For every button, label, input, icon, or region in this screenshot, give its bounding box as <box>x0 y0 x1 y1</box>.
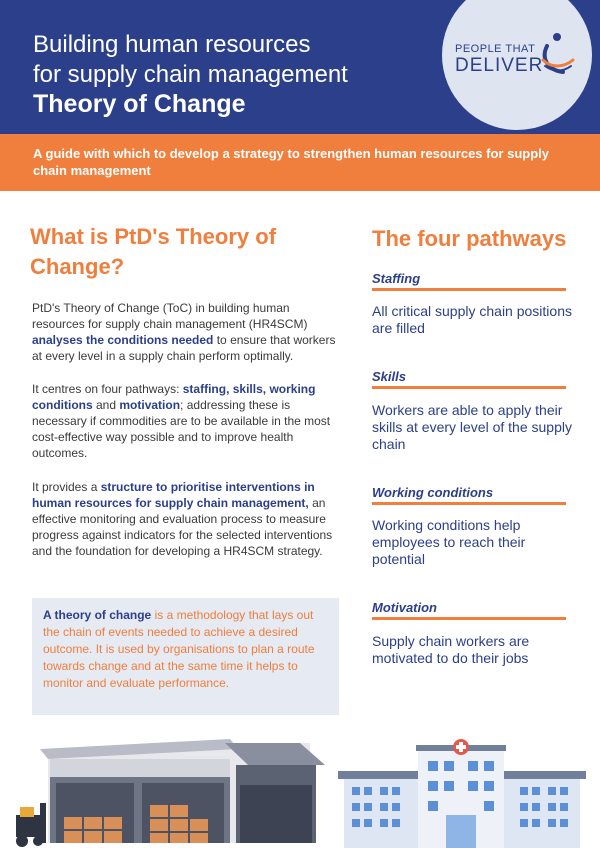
p2-highlight-1: staffing, skills, working conditions <box>32 382 316 412</box>
people-that-deliver-logo-icon <box>533 30 575 78</box>
callout-term: A theory of change <box>43 608 152 622</box>
pathway-text-motivation: Supply chain workers are motivated to do their jobs <box>372 633 530 666</box>
pathway-text-skills: Workers are able to apply their skills at every level of the supply chain <box>372 402 572 452</box>
p2-text-c: and <box>92 398 120 412</box>
title-line-2: for supply chain management <box>33 61 348 88</box>
p3-text-a: It provides a <box>32 480 101 494</box>
p2-highlight-2: motivation <box>119 398 181 412</box>
p2-text-e: ; addressing these is necessary if commodities are to be available in the most cost-effective way possible and to improve health outcomes. <box>32 398 331 460</box>
logo-text-top: PEOPLE THAT <box>455 43 536 55</box>
pathway-title-skills: Skills <box>372 369 406 384</box>
paragraph-3 <box>32 479 342 559</box>
banner-text: A guide with which to develop a strategy to strengthen human resources for supply chain management <box>33 146 549 178</box>
p2-text-a: It centres on four pathways: <box>32 382 183 396</box>
p3-text-c: an effective monitoring and evaluation process to measure progress against indicators for the selected interventions and the foundation for developing a HR4SCM strategy. <box>32 496 333 558</box>
warehouse-illustration <box>40 739 325 843</box>
p1-text-c: to ensure that workers at every level in a supply chain perform optimally. <box>32 333 336 363</box>
right-heading: The four pathways <box>372 226 567 251</box>
hospital-illustration <box>338 739 586 848</box>
definition-callout-text <box>43 607 331 692</box>
pathway-divider <box>372 502 566 505</box>
left-heading: What is PtD's Theory of Change? <box>30 224 277 279</box>
callout-definition: is a methodology that lays out the chain of events needed to achieve a desired outcome. It is used by organisations to plan a route towards change and at the same time it helps to monitor and evaluate performance. <box>43 608 315 690</box>
pathway-divider <box>372 288 566 291</box>
logo-text-bottom: DELIVER <box>455 55 544 76</box>
title-line-1: Building human resources <box>33 31 311 58</box>
header-band <box>0 0 600 134</box>
forklift-icon <box>16 803 46 847</box>
p1-highlight: analyses the conditions needed <box>32 333 214 347</box>
p1-text-a: PtD's Theory of Change (ToC) in building human resources for supply chain management (HR4SCM) <box>32 301 308 331</box>
paragraph-2 <box>32 381 342 461</box>
p3-highlight: structure to prioritise interventions in human resources for supply chain management, <box>32 480 315 510</box>
pathway-title-staffing: Staffing <box>372 271 421 286</box>
pathway-text-staffing: All critical supply chain positions are filled <box>372 303 572 336</box>
bottom-illustration <box>0 735 600 848</box>
pathway-text-working-conditions: Working conditions help employees to reach their potential <box>372 517 526 567</box>
pathway-title-working-conditions: Working conditions <box>372 485 494 500</box>
pathway-title-motivation: Motivation <box>372 600 437 615</box>
paragraph-1 <box>32 300 342 364</box>
title-line-3: Theory of Change <box>33 90 246 118</box>
pathway-divider <box>372 386 566 389</box>
pathway-divider <box>372 617 566 620</box>
